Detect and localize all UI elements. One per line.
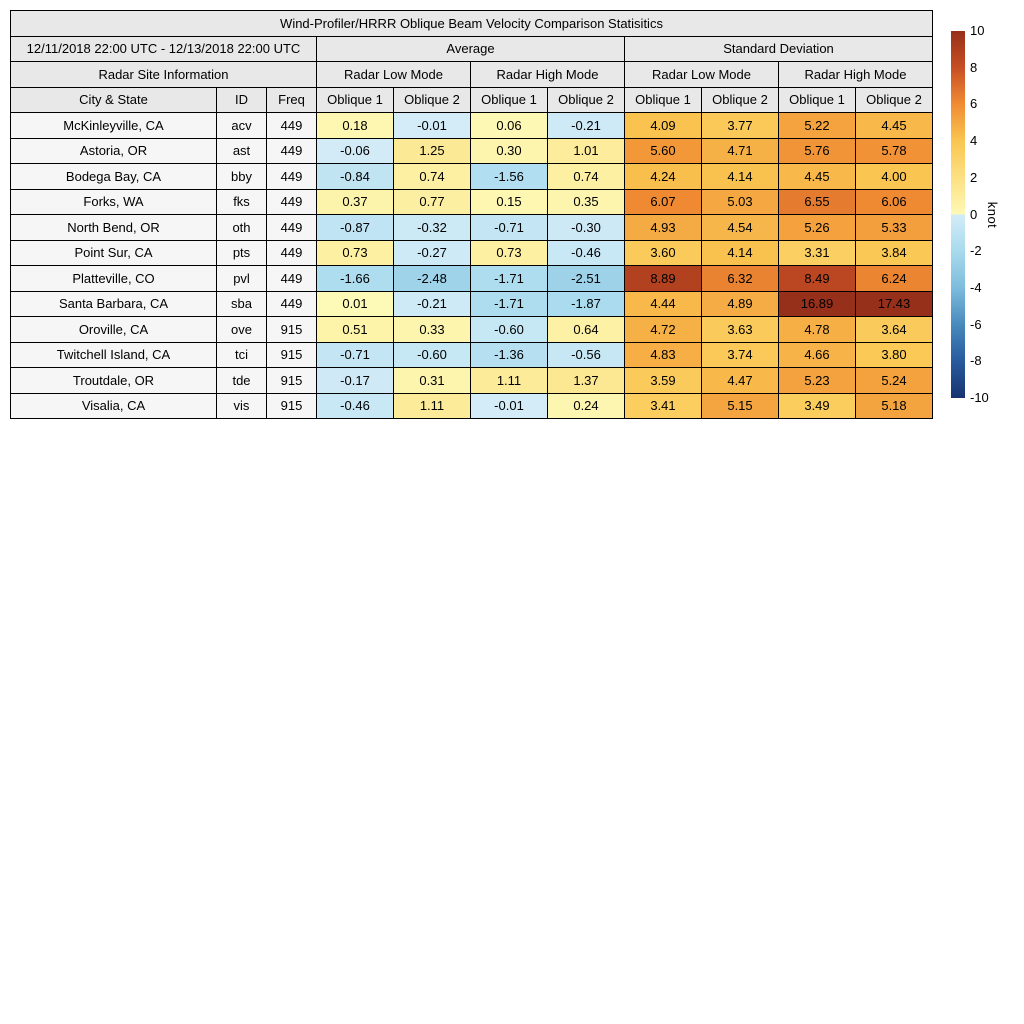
value-cell: -0.60 (394, 342, 471, 368)
value-cell: 0.30 (471, 138, 548, 164)
value-cell: 3.84 (856, 240, 933, 266)
value-cell: 0.15 (471, 189, 548, 215)
value-cell: 0.74 (548, 164, 625, 190)
value-cell: 0.31 (394, 368, 471, 394)
group-header-row (11, 36, 933, 62)
value-cell: 1.25 (394, 138, 471, 164)
value-cell: 4.14 (702, 164, 779, 190)
value-cell: 4.83 (625, 342, 702, 368)
value-cell: 4.09 (625, 113, 702, 139)
value-cell: 0.01 (317, 291, 394, 317)
colorbar-tick-label: -4 (970, 279, 982, 295)
id-cell: vis (217, 393, 267, 419)
value-cell: 6.55 (779, 189, 856, 215)
col-header-oblique: Oblique 2 (394, 87, 471, 113)
id-cell: pvl (217, 266, 267, 292)
value-cell: 17.43 (856, 291, 933, 317)
city-cell: Twitchell Island, CA (11, 342, 217, 368)
value-cell: 5.15 (702, 393, 779, 419)
col-header-oblique: Oblique 1 (471, 87, 548, 113)
table-title: Wind-Profiler/HRRR Oblique Beam Velocity Comparison Statisitics (11, 11, 933, 37)
value-cell: -0.46 (548, 240, 625, 266)
title-row (11, 11, 933, 37)
value-cell: 5.60 (625, 138, 702, 164)
value-cell: 5.33 (856, 215, 933, 241)
value-cell: 4.45 (779, 164, 856, 190)
value-cell: 4.66 (779, 342, 856, 368)
freq-cell: 449 (267, 240, 317, 266)
table-row (11, 164, 933, 190)
value-cell: 4.93 (625, 215, 702, 241)
colorbar-tick-label: -2 (970, 243, 982, 259)
colorbar-tick-label: 6 (970, 96, 978, 112)
value-cell: -0.87 (317, 215, 394, 241)
col-header-oblique: Oblique 1 (317, 87, 394, 113)
value-cell: -0.21 (548, 113, 625, 139)
freq-cell: 449 (267, 138, 317, 164)
value-cell: 4.78 (779, 317, 856, 343)
city-cell: Astoria, OR (11, 138, 217, 164)
value-cell: 3.74 (702, 342, 779, 368)
colorbar-area (951, 23, 1021, 405)
value-cell: 3.77 (702, 113, 779, 139)
value-cell: -0.06 (317, 138, 394, 164)
value-cell: 3.60 (625, 240, 702, 266)
value-cell: 4.14 (702, 240, 779, 266)
value-cell: 0.64 (548, 317, 625, 343)
table-row (11, 291, 933, 317)
value-cell: 8.89 (625, 266, 702, 292)
mode-header-avg-high: Radar High Mode (471, 62, 625, 88)
col-header-freq: Freq (267, 87, 317, 113)
mode-header-row (11, 62, 933, 88)
colorbar (951, 31, 965, 398)
table-row (11, 317, 933, 343)
value-cell: -0.21 (394, 291, 471, 317)
city-cell: Troutdale, OR (11, 368, 217, 394)
value-cell: -0.30 (548, 215, 625, 241)
colorbar-tick-label: 10 (970, 23, 985, 38)
stats-table (10, 10, 933, 419)
value-cell: 4.71 (702, 138, 779, 164)
mode-header-avg-low: Radar Low Mode (317, 62, 471, 88)
col-header-oblique: Oblique 2 (856, 87, 933, 113)
value-cell: 4.89 (702, 291, 779, 317)
table-row (11, 393, 933, 419)
id-cell: fks (217, 189, 267, 215)
value-cell: 5.76 (779, 138, 856, 164)
city-cell: North Bend, OR (11, 215, 217, 241)
group-header-standard-deviation: Standard Deviation (625, 36, 933, 62)
value-cell: 1.11 (471, 368, 548, 394)
value-cell: -0.32 (394, 215, 471, 241)
value-cell: 0.37 (317, 189, 394, 215)
colorbar-tick-label: 2 (970, 169, 978, 185)
id-cell: pts (217, 240, 267, 266)
value-cell: 6.07 (625, 189, 702, 215)
freq-cell: 449 (267, 164, 317, 190)
value-cell: -0.71 (471, 215, 548, 241)
value-cell: 1.11 (394, 393, 471, 419)
value-cell: 4.54 (702, 215, 779, 241)
value-cell: 6.24 (856, 266, 933, 292)
freq-cell: 449 (267, 113, 317, 139)
value-cell: -1.71 (471, 291, 548, 317)
table-row (11, 138, 933, 164)
value-cell: -1.71 (471, 266, 548, 292)
table-row (11, 240, 933, 266)
freq-cell: 915 (267, 368, 317, 394)
value-cell: 5.26 (779, 215, 856, 241)
freq-cell: 915 (267, 393, 317, 419)
value-cell: 8.49 (779, 266, 856, 292)
colorbar-tick-label: 4 (970, 133, 978, 149)
table-row (11, 342, 933, 368)
city-cell: Oroville, CA (11, 317, 217, 343)
freq-cell: 449 (267, 291, 317, 317)
id-cell: acv (217, 113, 267, 139)
value-cell: -0.71 (317, 342, 394, 368)
site-info-header: Radar Site Information (11, 62, 317, 88)
value-cell: 4.72 (625, 317, 702, 343)
value-cell: 0.24 (548, 393, 625, 419)
colorbar-tick-label: 0 (970, 206, 978, 222)
id-cell: ove (217, 317, 267, 343)
mode-header-sd-low: Radar Low Mode (625, 62, 779, 88)
value-cell: -0.27 (394, 240, 471, 266)
value-cell: 5.18 (856, 393, 933, 419)
value-cell: 0.74 (394, 164, 471, 190)
freq-cell: 915 (267, 317, 317, 343)
value-cell: 5.22 (779, 113, 856, 139)
value-cell: 4.45 (856, 113, 933, 139)
colorbar-tick-label: -6 (970, 316, 982, 332)
value-cell: 3.49 (779, 393, 856, 419)
colorbar-unit-label: knot (985, 201, 1000, 228)
value-cell: -2.48 (394, 266, 471, 292)
value-cell: 6.06 (856, 189, 933, 215)
id-cell: sba (217, 291, 267, 317)
value-cell: -1.66 (317, 266, 394, 292)
value-cell: -0.01 (394, 113, 471, 139)
city-cell: Bodega Bay, CA (11, 164, 217, 190)
value-cell: 0.77 (394, 189, 471, 215)
col-header-oblique: Oblique 1 (779, 87, 856, 113)
freq-cell: 915 (267, 342, 317, 368)
value-cell: 0.33 (394, 317, 471, 343)
city-cell: Forks, WA (11, 189, 217, 215)
col-header-id: ID (217, 87, 267, 113)
value-cell: 1.37 (548, 368, 625, 394)
value-cell: 3.31 (779, 240, 856, 266)
id-cell: tci (217, 342, 267, 368)
value-cell: -0.84 (317, 164, 394, 190)
col-header-oblique: Oblique 1 (625, 87, 702, 113)
date-range-cell: 12/11/2018 22:00 UTC - 12/13/2018 22:00 UTC (11, 36, 317, 62)
value-cell: 5.23 (779, 368, 856, 394)
value-cell: -2.51 (548, 266, 625, 292)
value-cell: 0.35 (548, 189, 625, 215)
value-cell: -1.56 (471, 164, 548, 190)
value-cell: 4.24 (625, 164, 702, 190)
city-cell: Visalia, CA (11, 393, 217, 419)
value-cell: 6.32 (702, 266, 779, 292)
value-cell: 4.44 (625, 291, 702, 317)
table-row (11, 113, 933, 139)
table-body (11, 113, 933, 419)
column-header-row (11, 87, 933, 113)
id-cell: oth (217, 215, 267, 241)
value-cell: 5.03 (702, 189, 779, 215)
value-cell: -0.46 (317, 393, 394, 419)
freq-cell: 449 (267, 266, 317, 292)
id-cell: tde (217, 368, 267, 394)
city-cell: McKinleyville, CA (11, 113, 217, 139)
value-cell: 4.47 (702, 368, 779, 394)
mode-header-sd-high: Radar High Mode (779, 62, 933, 88)
table-row (11, 215, 933, 241)
value-cell: 0.18 (317, 113, 394, 139)
value-cell: 1.01 (548, 138, 625, 164)
city-cell: Santa Barbara, CA (11, 291, 217, 317)
value-cell: -0.01 (471, 393, 548, 419)
value-cell: 0.06 (471, 113, 548, 139)
value-cell: 16.89 (779, 291, 856, 317)
value-cell: 3.41 (625, 393, 702, 419)
col-header-oblique: Oblique 2 (702, 87, 779, 113)
colorbar-tick-label: -10 (970, 390, 989, 405)
value-cell: 3.80 (856, 342, 933, 368)
table-row (11, 368, 933, 394)
table-row (11, 189, 933, 215)
city-cell: Point Sur, CA (11, 240, 217, 266)
value-cell: -1.36 (471, 342, 548, 368)
value-cell: 4.00 (856, 164, 933, 190)
value-cell: 0.73 (471, 240, 548, 266)
col-header-city-state: City & State (11, 87, 217, 113)
value-cell: 0.51 (317, 317, 394, 343)
value-cell: 3.63 (702, 317, 779, 343)
id-cell: ast (217, 138, 267, 164)
group-header-average: Average (317, 36, 625, 62)
value-cell: -0.60 (471, 317, 548, 343)
value-cell: 3.59 (625, 368, 702, 394)
freq-cell: 449 (267, 215, 317, 241)
value-cell: 5.24 (856, 368, 933, 394)
colorbar-tick-label: -8 (970, 353, 982, 369)
table-row (11, 266, 933, 292)
value-cell: -0.17 (317, 368, 394, 394)
value-cell: 0.73 (317, 240, 394, 266)
value-cell: 5.78 (856, 138, 933, 164)
value-cell: 3.64 (856, 317, 933, 343)
col-header-oblique: Oblique 2 (548, 87, 625, 113)
value-cell: -0.56 (548, 342, 625, 368)
city-cell: Platteville, CO (11, 266, 217, 292)
colorbar-tick-label: 8 (970, 59, 978, 75)
value-cell: -1.87 (548, 291, 625, 317)
id-cell: bby (217, 164, 267, 190)
freq-cell: 449 (267, 189, 317, 215)
